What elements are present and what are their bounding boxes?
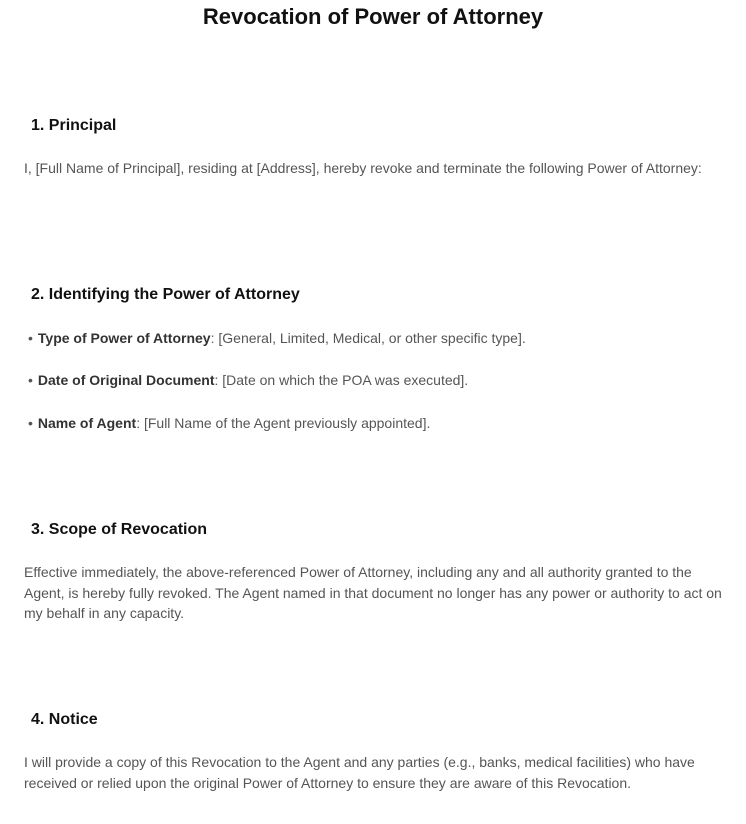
section-heading-scope: 3. Scope of Revocation	[31, 521, 208, 538]
bullet-icon: •	[28, 415, 33, 431]
bullet-icon: •	[28, 330, 33, 346]
section-heading-identifying: 2. Identifying the Power of Attorney	[31, 286, 300, 303]
principal-paragraph: I, [Full Name of Principal], residing at [Address], hereby revoke and terminate the following Power of Attorney:	[24, 160, 702, 176]
section-heading-notice: 4. Notice	[31, 711, 98, 728]
list-item-term: Date of Original Document	[37, 372, 215, 388]
notice-paragraph: I will provide a copy of this Revocation to the Agent and any parties (e.g., banks, medical facilities) who have received or relied upon the original Power of Attorney to ensure they are aware of this Revocation.	[24, 754, 695, 791]
bullet-icon: •	[28, 372, 33, 388]
document-title: Revocation of Power of Attorney	[202, 4, 544, 29]
list-item-term: Name of Agent	[37, 415, 137, 431]
section-heading-principal: 1. Principal	[31, 117, 117, 134]
scope-paragraph: Effective immediately, the above-referenced Power of Attorney, including any and all authority granted to the Agent, is hereby fully revoked. The Agent named in that document no longer has any power or authority to act on my behalf in any capacity.	[24, 564, 722, 621]
list-item-term: Type of Power of Attorney	[37, 330, 211, 346]
list-item-poa-type	[28, 328, 728, 348]
list-item-agent-name	[28, 413, 728, 433]
list-item-original-date	[28, 370, 728, 390]
list-item-text: : [General, Limited, Medical, or other specific type].	[210, 330, 526, 346]
list-item-text: : [Date on which the POA was executed].	[214, 372, 469, 388]
list-item-text: : [Full Name of the Agent previously appointed].	[136, 415, 431, 431]
